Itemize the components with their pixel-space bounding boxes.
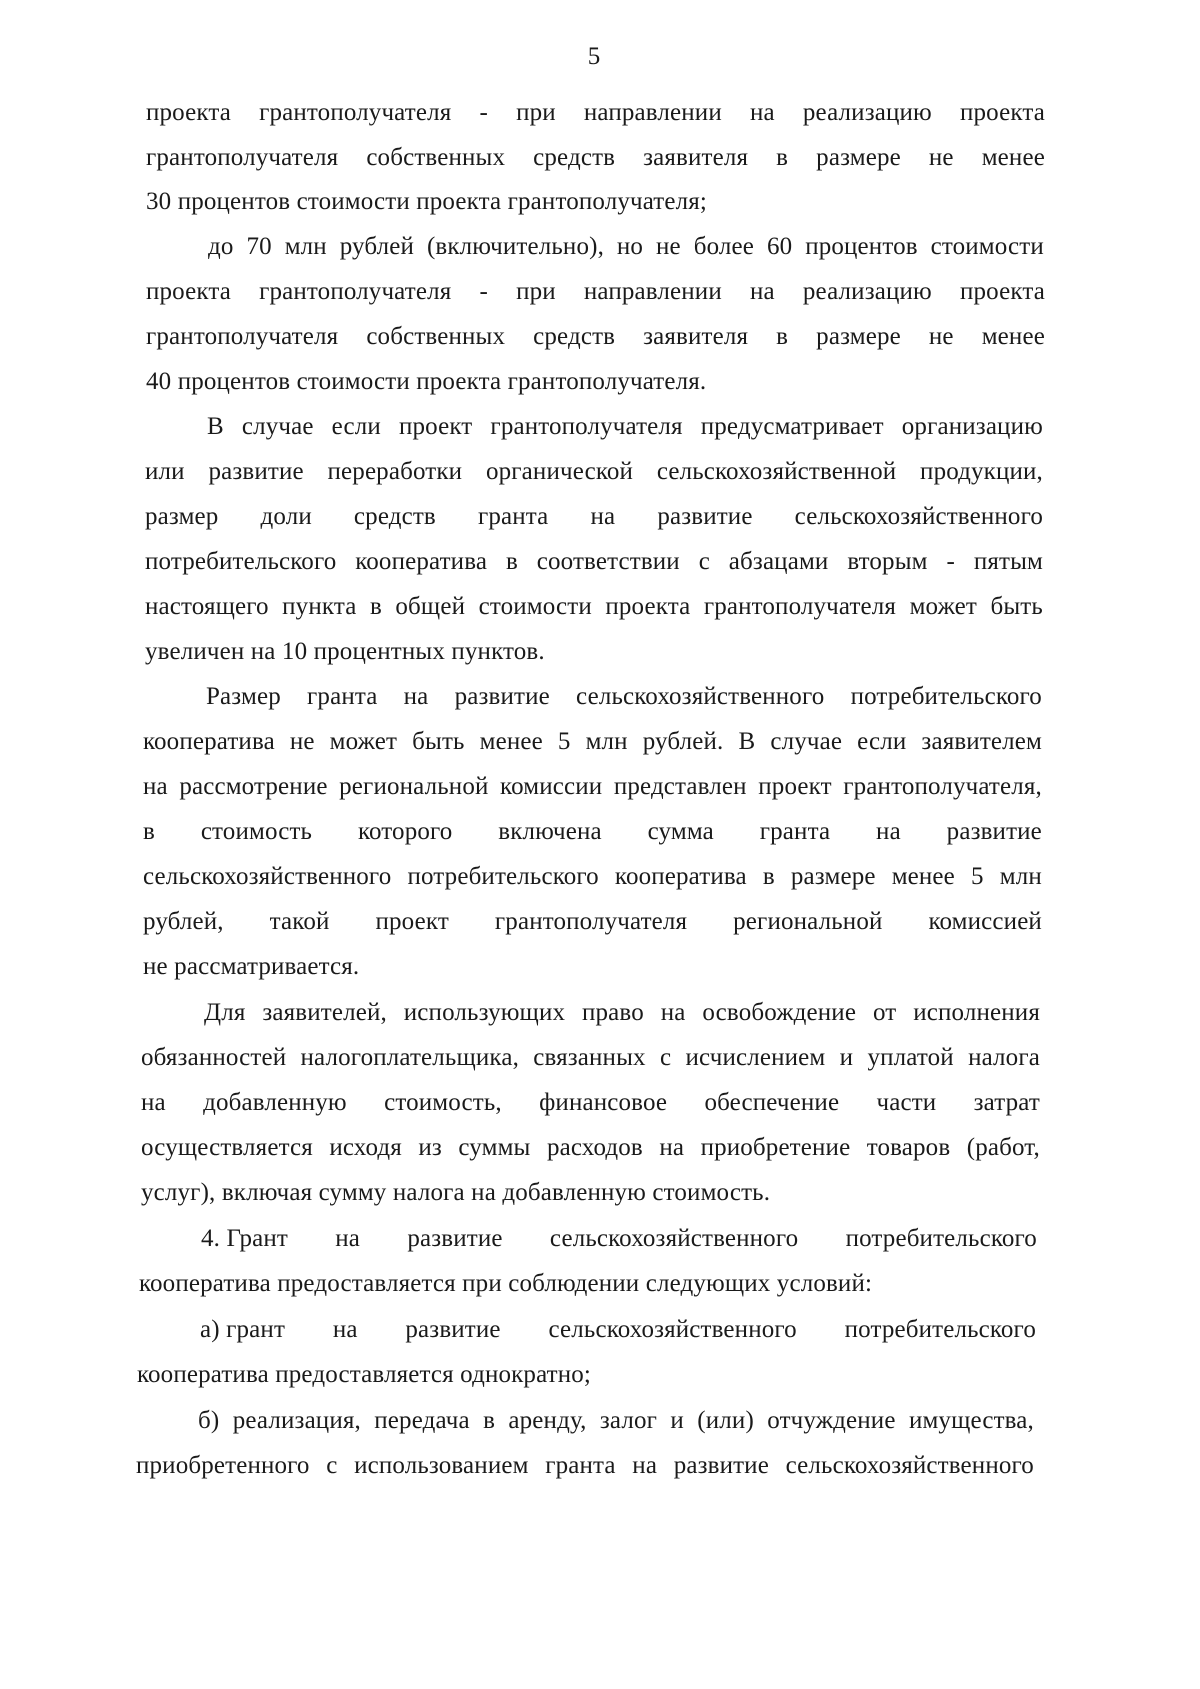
word: на xyxy=(749,278,775,305)
word: менее xyxy=(891,863,955,890)
word: использующих xyxy=(403,999,566,1026)
word: не xyxy=(656,233,681,260)
word: предусматривает xyxy=(700,413,884,440)
word: проект xyxy=(398,413,473,440)
word: проекта xyxy=(959,99,1045,126)
word: менее xyxy=(981,144,1045,171)
word: налогоплательщика, xyxy=(300,1044,519,1071)
word: заявителя xyxy=(643,144,749,171)
text-line-21 xyxy=(204,998,1040,1028)
word: не xyxy=(928,323,954,350)
word: при xyxy=(516,99,556,126)
word: сумма xyxy=(647,818,714,845)
word: сельскохозяйственного xyxy=(143,863,392,890)
word: потребительского xyxy=(407,863,599,890)
text-line-28 xyxy=(200,1315,1036,1345)
text-line-10 xyxy=(145,502,1043,532)
word: финансовое xyxy=(539,1089,668,1116)
word: может xyxy=(329,728,398,755)
word: потребительского xyxy=(845,1225,1037,1252)
word: с xyxy=(698,548,710,575)
word: в xyxy=(776,323,789,350)
word: право xyxy=(582,999,644,1026)
word: рублей. xyxy=(642,728,724,755)
word: в xyxy=(369,593,382,620)
word: суммы xyxy=(458,1134,531,1161)
text-line-22 xyxy=(141,1043,1040,1073)
word: части xyxy=(876,1089,937,1116)
word: развитие xyxy=(407,1225,503,1252)
word: В xyxy=(738,728,756,755)
word: потребительского xyxy=(844,1316,1036,1343)
word: использованием xyxy=(354,1452,529,1479)
text-line-12 xyxy=(145,592,1043,622)
word: развитие xyxy=(657,503,753,530)
word: млн xyxy=(585,728,628,755)
word: грантополучателя xyxy=(146,323,339,350)
word: (включительно), xyxy=(426,233,604,260)
word: освобождение xyxy=(702,999,857,1026)
word: добавленную xyxy=(203,1089,347,1116)
word: - xyxy=(479,99,488,126)
word: млн xyxy=(284,233,327,260)
word: стоимости xyxy=(930,233,1044,260)
word: переработки xyxy=(327,458,463,485)
word: грантополучателя xyxy=(490,413,683,440)
word: на xyxy=(749,99,775,126)
word: включена xyxy=(498,818,602,845)
word: затрат xyxy=(973,1089,1040,1116)
word: проект xyxy=(758,773,832,800)
word: на xyxy=(660,999,686,1026)
word: - xyxy=(946,548,955,575)
word: гранта xyxy=(477,503,549,530)
word: осуществляется xyxy=(141,1134,313,1161)
text-line-5 xyxy=(146,277,1045,307)
text-line-25: услуг), включая сумму налога на добавленную стоимость. xyxy=(141,1179,771,1206)
word: приобретение xyxy=(700,1134,851,1161)
word: кооператива xyxy=(614,863,747,890)
word: но xyxy=(616,233,644,260)
text-line-27: кооператива предоставляется при соблюдении следующих условий: xyxy=(139,1270,873,1297)
word: с xyxy=(659,1044,672,1071)
word: размере xyxy=(816,323,901,350)
word: пункта xyxy=(282,593,357,620)
word: залог xyxy=(599,1407,658,1434)
word: б) xyxy=(198,1407,220,1434)
word: рублей, xyxy=(143,908,224,935)
word: не xyxy=(928,144,954,171)
word: кооператива xyxy=(143,728,275,755)
word: сельскохозяйственной xyxy=(656,458,897,485)
word: развитие xyxy=(946,818,1042,845)
word: быть xyxy=(990,593,1043,620)
word: реализацию xyxy=(802,99,932,126)
text-line-24 xyxy=(141,1133,1040,1163)
word: развитие xyxy=(405,1316,501,1343)
word: случае xyxy=(241,413,314,440)
word: которого xyxy=(357,818,453,845)
word: и xyxy=(839,1044,854,1071)
text-line-13: увеличен на 10 процентных пунктов. xyxy=(145,638,545,665)
word: органической xyxy=(485,458,634,485)
page-number: 5 xyxy=(587,43,601,70)
word: абзацами xyxy=(728,548,829,575)
word: до xyxy=(208,233,234,260)
text-line-29: кооператива предоставляется однократно; xyxy=(137,1361,592,1388)
word: размере xyxy=(790,863,876,890)
word: комиссии xyxy=(500,773,603,800)
word: 5 xyxy=(971,863,984,890)
word: процентов xyxy=(805,233,918,260)
word: товаров xyxy=(866,1134,951,1161)
word: региональной xyxy=(733,908,883,935)
word: исполнения xyxy=(913,999,1040,1026)
word: на xyxy=(335,1225,361,1252)
word: развитие xyxy=(673,1452,769,1479)
word: имущества, xyxy=(908,1407,1034,1434)
word: связанных xyxy=(533,1044,646,1071)
word: грантополучателя xyxy=(494,908,688,935)
word: на xyxy=(632,1452,658,1479)
word: на xyxy=(332,1316,358,1343)
word: если xyxy=(331,413,381,440)
word: приобретенного xyxy=(136,1452,310,1479)
word: в xyxy=(762,863,775,890)
word: 70 xyxy=(246,233,272,260)
word: размер xyxy=(145,503,219,530)
text-line-30 xyxy=(198,1406,1034,1436)
word: (работ, xyxy=(966,1134,1040,1161)
word: в xyxy=(143,818,155,845)
word: сельскохозяйственного xyxy=(794,503,1043,530)
word: в xyxy=(483,1407,496,1434)
word: реализация, xyxy=(232,1407,361,1434)
word: обеспечение xyxy=(704,1089,840,1116)
word: В xyxy=(207,413,224,440)
word: заявителем xyxy=(921,728,1042,755)
word: проекта xyxy=(959,278,1045,305)
word: более xyxy=(693,233,755,260)
word: на xyxy=(590,503,616,530)
word: исчислением xyxy=(685,1044,826,1071)
word: из xyxy=(418,1134,442,1161)
word: направлении xyxy=(583,99,722,126)
word: при xyxy=(516,278,556,305)
word: продукции, xyxy=(920,458,1043,485)
word: или xyxy=(145,458,185,485)
text-line-23 xyxy=(141,1088,1040,1118)
word: Размер xyxy=(206,683,281,710)
word: сельскохозяйственного xyxy=(549,1225,799,1252)
word: реализацию xyxy=(802,278,932,305)
word: средств xyxy=(353,503,436,530)
word: расходов xyxy=(546,1134,643,1161)
word: вторым xyxy=(847,548,928,575)
word: стоимость, xyxy=(384,1089,502,1116)
word: аренду, xyxy=(508,1407,587,1434)
text-line-26 xyxy=(201,1224,1037,1254)
word: 60 xyxy=(766,233,793,260)
word: проекта xyxy=(146,99,231,126)
word: стоимости xyxy=(478,593,592,620)
word: грантополучателя xyxy=(259,99,452,126)
word: грантополучателя xyxy=(146,144,339,171)
word: на xyxy=(141,1089,166,1116)
word: на xyxy=(403,683,429,710)
word: грантополучателя, xyxy=(843,773,1042,800)
word: гранта xyxy=(545,1452,616,1479)
text-line-31 xyxy=(136,1451,1034,1481)
text-line-20: не рассматривается. xyxy=(143,953,360,980)
word: направлении xyxy=(583,278,722,305)
word: грантополучателя xyxy=(259,278,452,305)
text-line-6 xyxy=(146,322,1045,352)
word: заявителя xyxy=(643,323,749,350)
word: на xyxy=(659,1134,685,1161)
word: Для xyxy=(204,999,246,1026)
word: проекта xyxy=(146,278,231,305)
word: кооператива xyxy=(355,548,488,575)
word: от xyxy=(872,999,897,1026)
word: сельскохозяйственного xyxy=(785,1452,1034,1479)
word: с xyxy=(326,1452,338,1479)
word: организацию xyxy=(901,413,1043,440)
word: на xyxy=(876,818,901,845)
word: а) грант xyxy=(200,1316,286,1343)
text-line-16 xyxy=(143,772,1042,802)
word: собственных xyxy=(366,323,506,350)
word: 4. Грант xyxy=(201,1225,288,1252)
word: на xyxy=(143,773,168,800)
text-line-18 xyxy=(143,862,1042,892)
word: в xyxy=(505,548,518,575)
word: региональной xyxy=(339,773,489,800)
word: может xyxy=(909,593,977,620)
text-line-14 xyxy=(206,682,1042,712)
word: если xyxy=(857,728,907,755)
word: комиссией xyxy=(928,908,1042,935)
word: средств xyxy=(533,323,616,350)
word: исходя xyxy=(329,1134,402,1161)
word: общей xyxy=(395,593,466,620)
word: грантополучателя xyxy=(703,593,897,620)
word: млн xyxy=(999,863,1042,890)
word: такой xyxy=(269,908,330,935)
text-line-3: 30 процентов стоимости проекта грантополучателя; xyxy=(146,188,707,215)
word: размере xyxy=(816,144,901,171)
text-line-8 xyxy=(207,412,1043,442)
word: налога xyxy=(968,1044,1040,1071)
word: быть xyxy=(412,728,465,755)
word: потребительского xyxy=(145,548,337,575)
word: развитие xyxy=(208,458,304,485)
word: передача xyxy=(374,1407,470,1434)
word: сельскохозяйственного xyxy=(548,1316,797,1343)
word: гранта xyxy=(759,818,831,845)
word: стоимость xyxy=(200,818,313,845)
word: менее xyxy=(981,323,1045,350)
word: представлен xyxy=(613,773,747,800)
word: пятым xyxy=(973,548,1043,575)
word: не xyxy=(289,728,315,755)
text-line-7: 40 процентов стоимости проекта грантополучателя. xyxy=(146,368,707,395)
word: настоящего xyxy=(145,593,269,620)
word: уплатой xyxy=(867,1044,954,1071)
text-line-15 xyxy=(143,727,1042,757)
word: соответствии xyxy=(536,548,680,575)
word: проект xyxy=(375,908,449,935)
word: средств xyxy=(533,144,616,171)
word: в xyxy=(776,144,789,171)
text-line-11 xyxy=(145,547,1043,577)
word: развитие xyxy=(454,683,550,710)
text-line-1 xyxy=(146,98,1045,128)
word: обязанностей xyxy=(141,1044,287,1071)
word: и xyxy=(670,1407,684,1434)
word: гранта xyxy=(307,683,378,710)
word: отчуждение xyxy=(767,1407,896,1434)
text-line-2 xyxy=(146,143,1045,173)
word: рассмотрение xyxy=(179,773,328,800)
word: собственных xyxy=(366,144,506,171)
word: (или) xyxy=(697,1407,754,1434)
word: доли xyxy=(260,503,312,530)
text-line-19 xyxy=(143,907,1042,937)
word: 5 xyxy=(557,728,571,755)
text-line-17 xyxy=(143,817,1042,847)
word: случае xyxy=(770,728,843,755)
word: рублей xyxy=(339,233,415,260)
word: потребительского xyxy=(850,683,1042,710)
word: - xyxy=(479,278,488,305)
text-line-4 xyxy=(208,232,1044,262)
text-line-9 xyxy=(145,457,1043,487)
word: проекта xyxy=(605,593,691,620)
word: заявителей, xyxy=(262,999,387,1026)
word: сельскохозяйственного xyxy=(576,683,825,710)
word: менее xyxy=(479,728,543,755)
